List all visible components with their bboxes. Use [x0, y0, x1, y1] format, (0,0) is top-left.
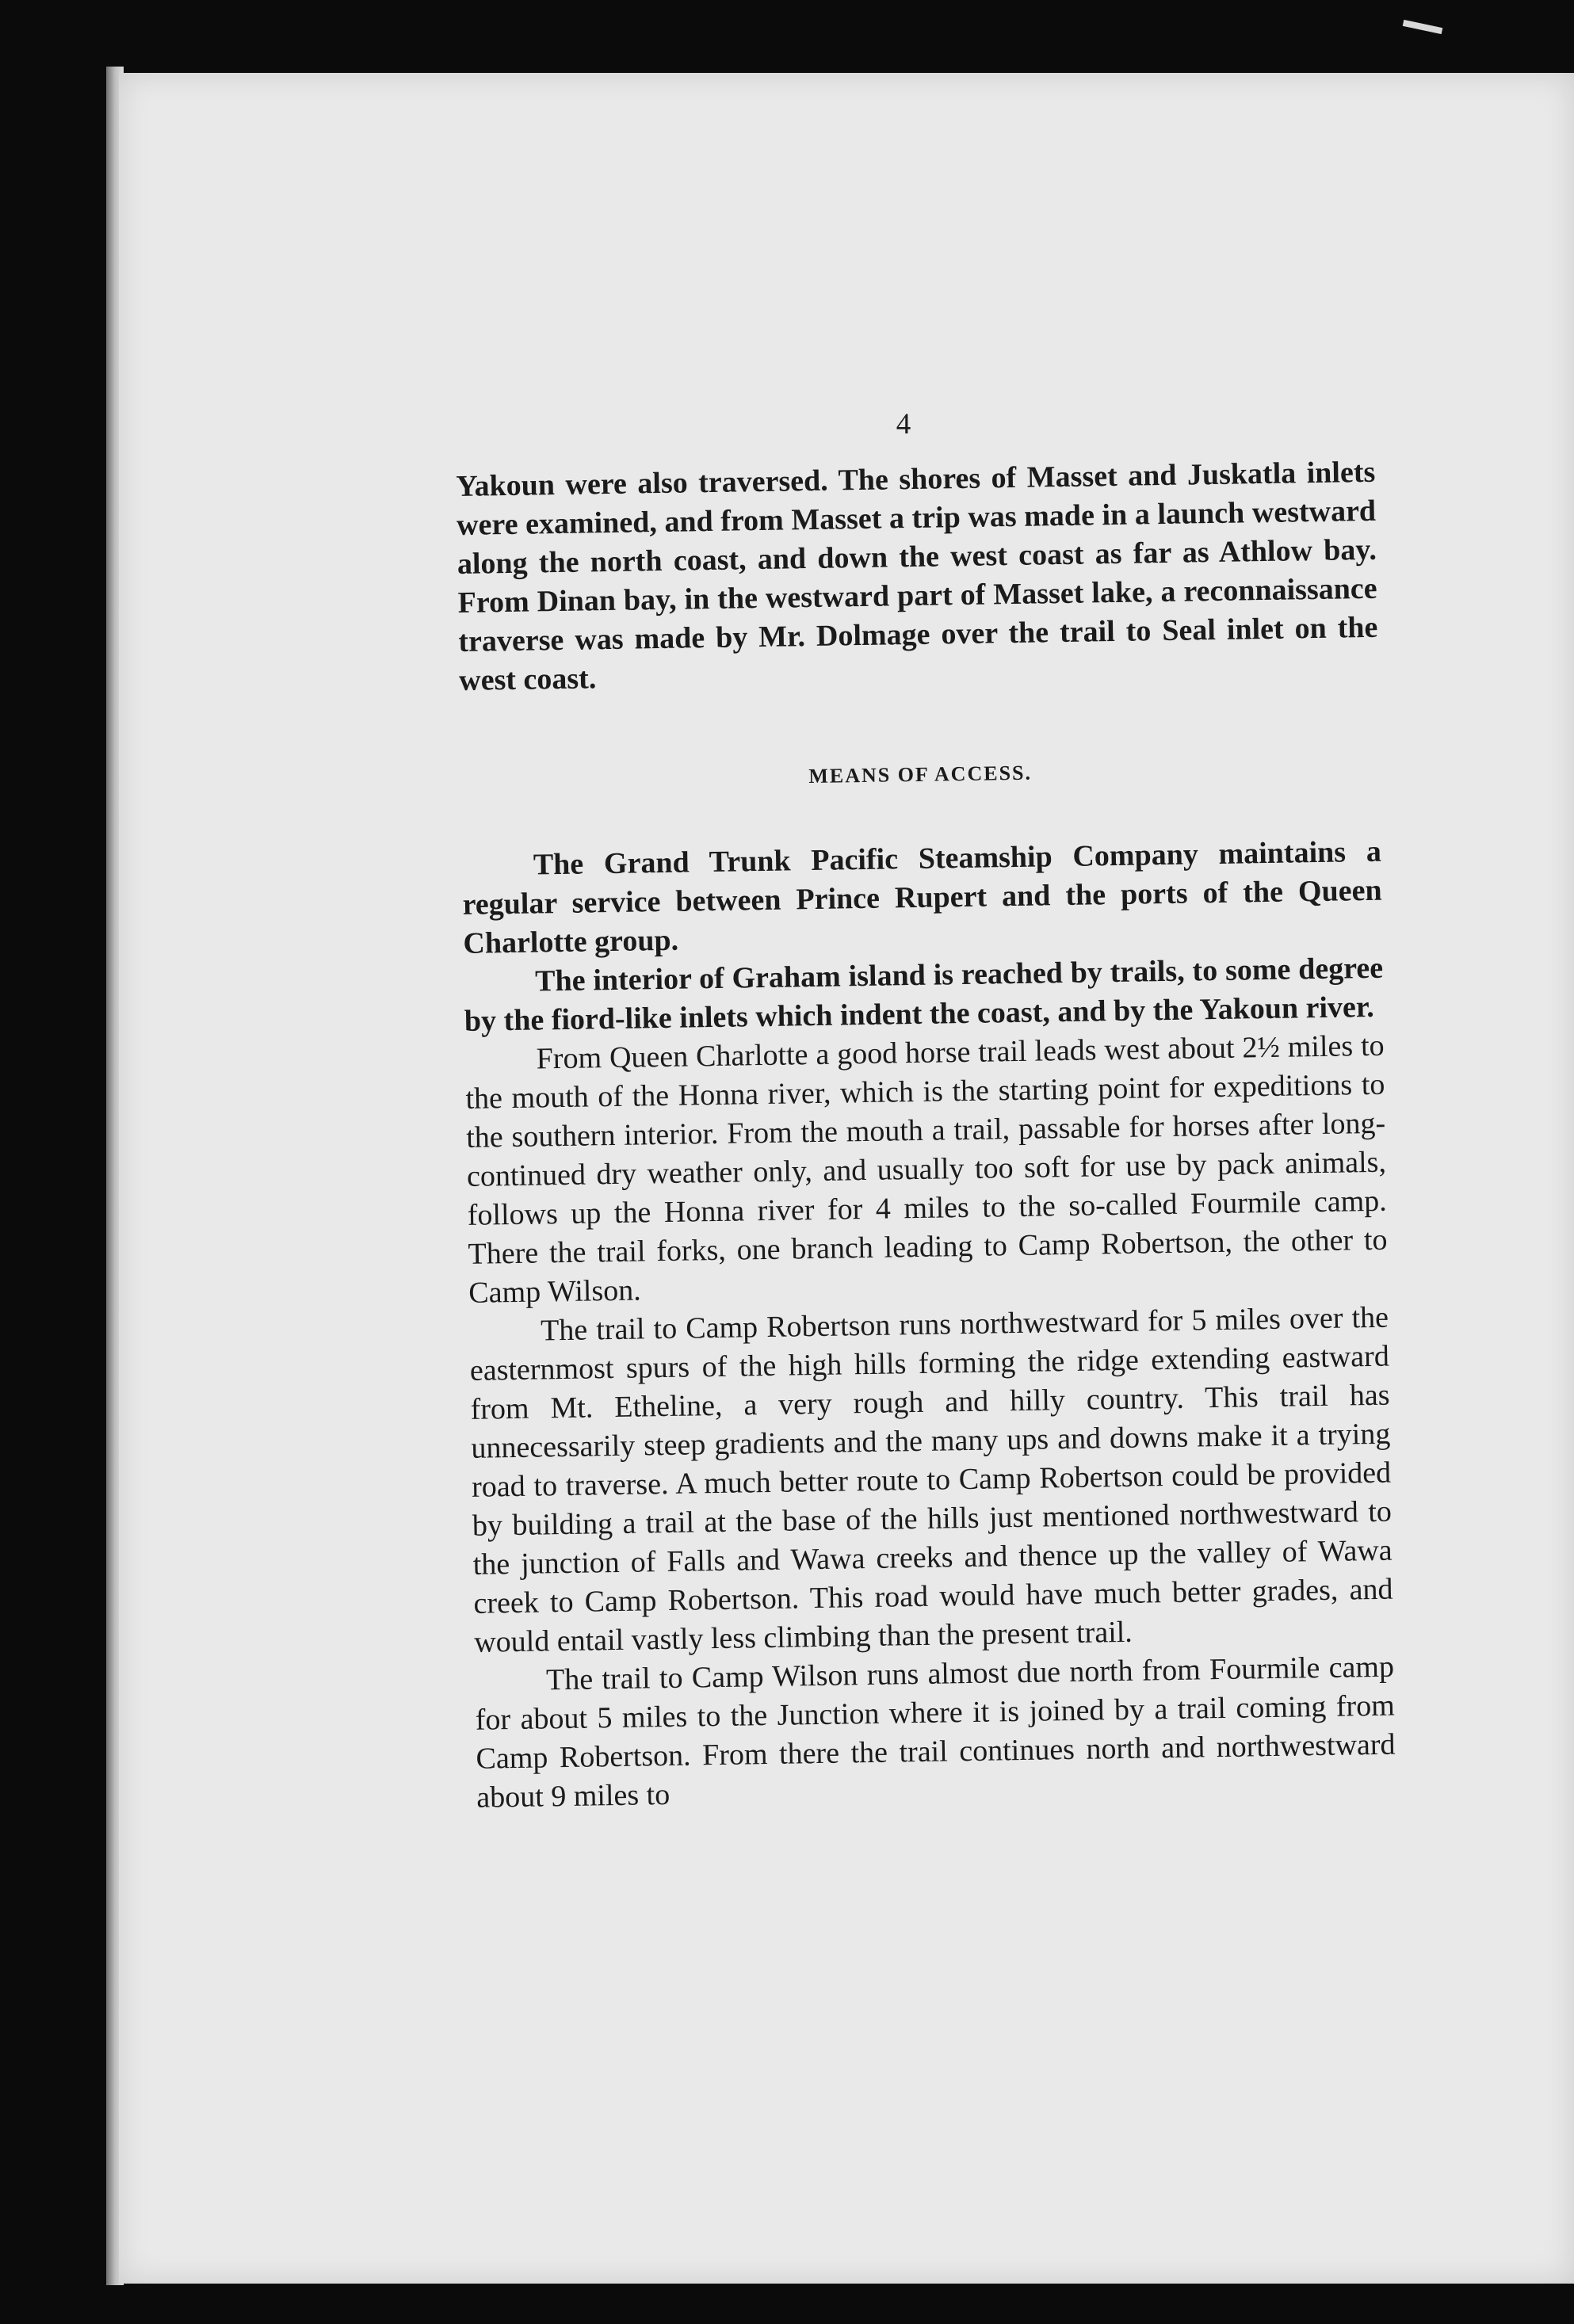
paragraph-interior: The interior of Graham island is reached by trails, to some degree by the fiord-like inlets which indent the coast, and by the Yakoun river.	[464, 951, 1384, 1038]
paragraph-queen-charlotte: From Queen Charlotte a good horse trail leads west about 2½ miles to the mouth of the Honna river, which is the starting point for expeditions to the southern interior. From the mouth a trail, passable for horses after long-continued dry weather only, and usually too soft for use by pack animals, follows up the Honna river for 4 miles to the so-called Fourmile camp. There the trail forks, one branch leading to Camp Robertson, the other to Camp Wilson.	[465, 1028, 1388, 1310]
opening-paragraph: Yakoun were also traversed. The shores of Masset and Juskatla inlets were examined, and from Masset a trip was made in a launch westward along the north coast, and down the west coast as far as Athlow bay. From Dinan bay, in the westward part of Masset lake, a reconnaissance traverse was made by Mr. Dolmage over the trail to Seal inlet on the west coast.	[456, 455, 1378, 697]
paragraph-steamship: The Grand Trunk Pacific Steamship Company maintains a regular service between Prince Rupert and the ports of the Queen Charlotte group.	[462, 834, 1382, 960]
scan-artifact	[1403, 20, 1443, 34]
page-body	[456, 453, 1396, 1818]
page-number: 4	[896, 408, 911, 441]
section-heading: MEANS OF ACCESS.	[808, 761, 1033, 788]
paragraph-camp-robertson: The trail to Camp Robertson runs northwestward for 5 miles over the easternmost spurs of the high hills forming the ridge extending eastward from Mt. Etheline, a very rough and hilly country. This trail has unnecessarily steep gradients and the many ups and downs make it a trying road to traverse. A much better route to Camp Robertson could be provided by building a trail at the base of the hills just mentioned northwestward to the junction of Falls and Wawa creeks and thence up the valley of Wawa creek to Camp Robertson. This road would have much better grades, and would entail vastly less climbing than the present trail.	[469, 1300, 1393, 1659]
paragraph-camp-wilson: The trail to Camp Wilson runs almost due north from Fourmile camp for about 5 miles to the Junction where it is joined by a trail coming from Camp Robertson. From there the trail continues north and northwestward about 9 miles to	[475, 1650, 1396, 1815]
